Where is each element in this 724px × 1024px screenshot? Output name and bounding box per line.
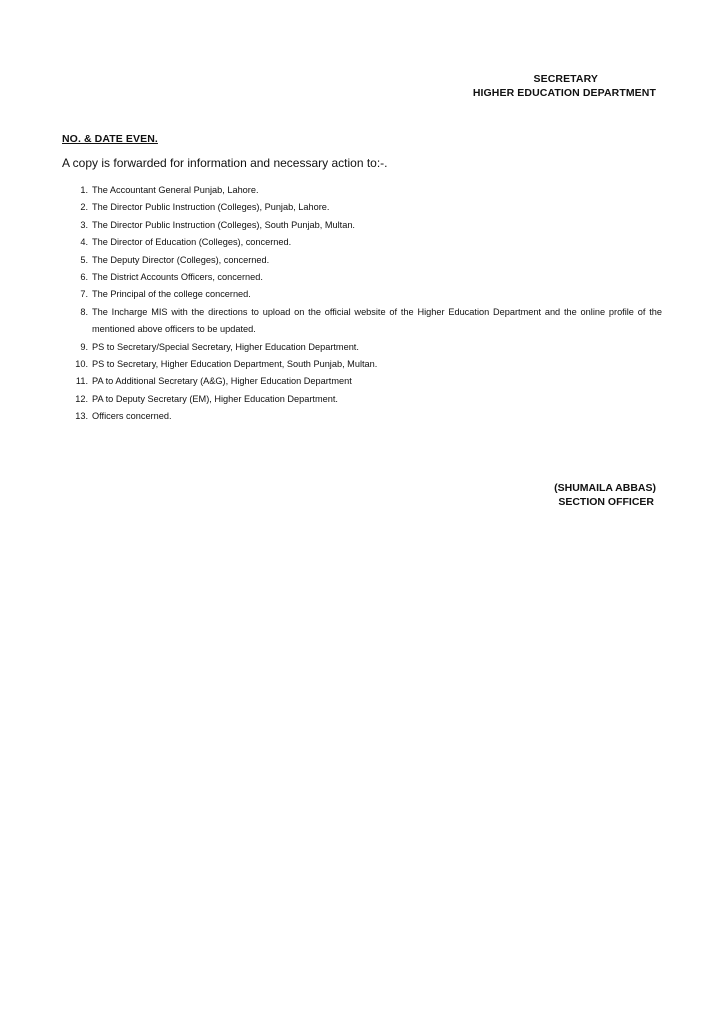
department-name: HIGHER EDUCATION DEPARTMENT [472, 87, 656, 99]
list-item-number: 4. [80, 237, 88, 248]
list-item [62, 373, 662, 390]
list-item-number: 8. [80, 306, 88, 317]
list-item-number: 1. [80, 185, 88, 195]
list-item [62, 269, 662, 286]
secretary-title: SECRETARY [533, 73, 598, 85]
list-item-text: The Deputy Director (Colleges), concerned. [92, 254, 270, 265]
list-item-text: The Director of Education (Colleges), concerned. [92, 237, 292, 248]
forwarding-intro: A copy is forwarded for information and necessary action to:-. [62, 156, 388, 170]
list-item-number: 3. [80, 219, 88, 230]
list-item-text: PA to Additional Secretary (A&G), Higher Education Department [92, 376, 352, 387]
list-item-text: The Principal of the college concerned. [92, 289, 251, 300]
list-item [62, 217, 662, 234]
list-item [62, 339, 662, 356]
list-item [62, 391, 662, 408]
list-item-text: The Accountant General Punjab, Lahore. [92, 185, 259, 195]
list-item [62, 304, 662, 339]
list-item [62, 182, 662, 199]
list-item [62, 286, 662, 303]
list-item [62, 356, 662, 373]
officer-name: (SHUMAILA ABBAS) [554, 482, 656, 494]
officer-designation: SECTION OFFICER [558, 496, 654, 508]
list-item [62, 234, 662, 251]
list-item-number: 12. [75, 393, 88, 404]
list-item-number: 5. [80, 254, 88, 265]
section-officer-signature-block [456, 481, 656, 509]
list-item-text: Officers concerned. [92, 411, 172, 422]
list-item-text: The Director Public Instruction (Colleges), South Punjab, Multan. [92, 219, 355, 230]
list-item-text: PS to Secretary/Special Secretary, Higher Education Department. [92, 341, 359, 352]
list-item-number: 2. [80, 202, 88, 213]
list-item-number: 13. [75, 411, 88, 422]
list-item-number: 7. [80, 289, 88, 300]
list-item [62, 199, 662, 216]
list-item [62, 252, 662, 269]
list-item-text: PA to Deputy Secretary (EM), Higher Education Department. [92, 393, 338, 404]
list-item-text: PS to Secretary, Higher Education Department, South Punjab, Multan. [92, 359, 378, 370]
list-item-text: The Incharge MIS with the directions to upload on the official website of the Higher Education Department and the online profile of the mentioned above officers to be updated. [92, 306, 662, 335]
list-item-text: The District Accounts Officers, concerned. [92, 272, 263, 283]
list-item-number: 11. [75, 376, 88, 387]
list-item-number: 9. [80, 341, 88, 352]
list-item-number: 10. [75, 359, 88, 370]
reference-number: NO. & DATE EVEN. [62, 133, 158, 145]
secretary-signature-block [396, 72, 656, 100]
list-item-number: 6. [80, 272, 88, 283]
list-item-text: The Director Public Instruction (Colleges), Punjab, Lahore. [92, 202, 330, 213]
recipient-list [62, 182, 662, 426]
list-item [62, 408, 662, 425]
